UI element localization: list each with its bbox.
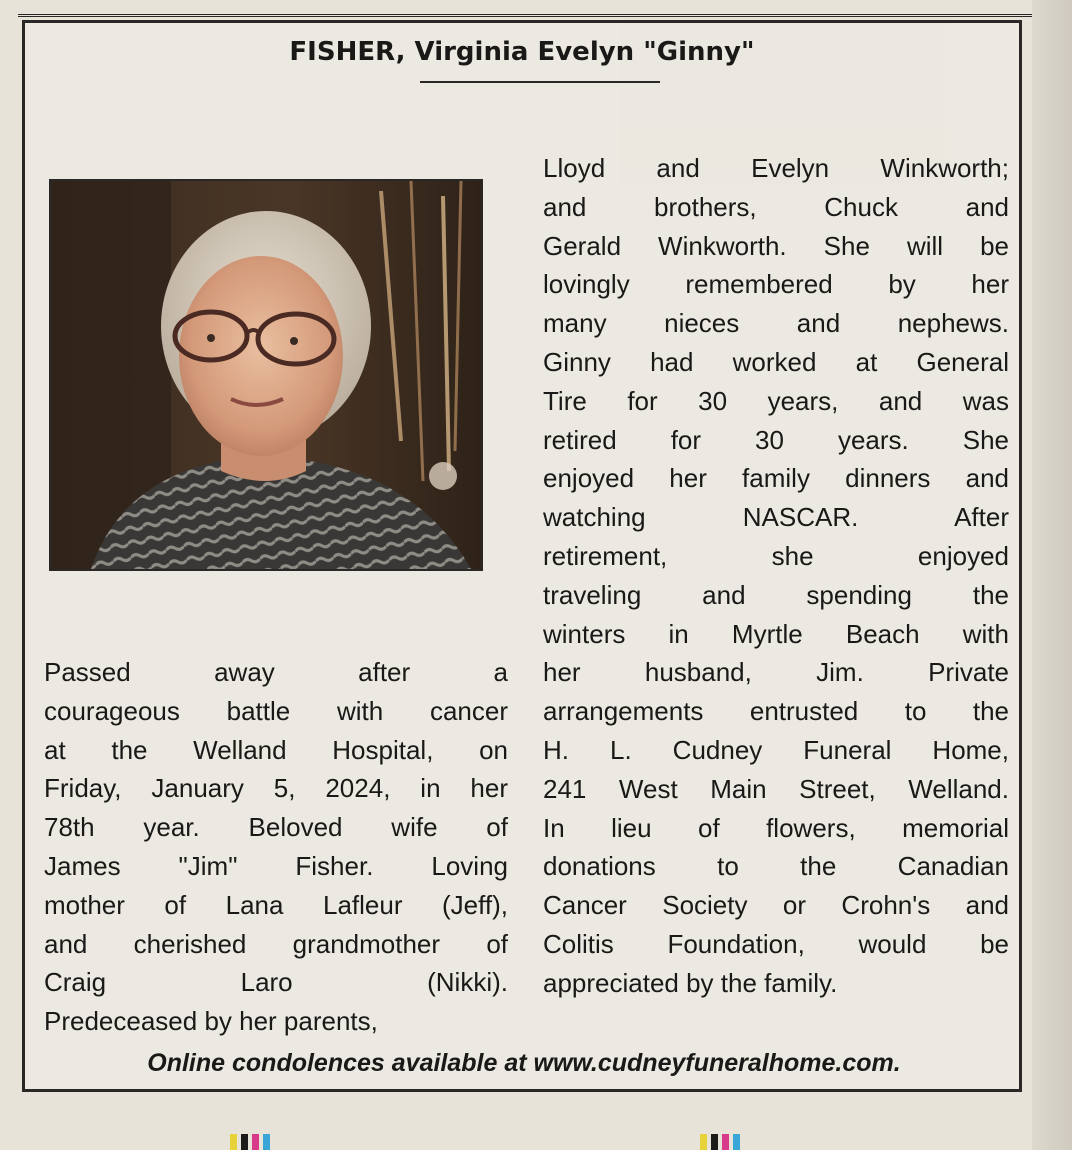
text-line: and cherished grandmother of (44, 928, 508, 959)
text-line: Ginny had worked at General (543, 346, 1009, 377)
page-top-rule (18, 0, 1042, 17)
text-line: Friday, January 5, 2024, in her (44, 773, 508, 804)
text-line: her husband, Jim. Private (543, 657, 1009, 688)
text-line: mother of Lana Lafleur (Jeff), (44, 889, 508, 920)
text-line: many nieces and nephews. (543, 308, 1009, 339)
text-line: retired for 30 years. She (543, 424, 1009, 455)
page-edge (1032, 0, 1072, 1150)
print-registration-marks-2 (700, 1134, 740, 1150)
obituary-text-right (543, 149, 1009, 1003)
text-line: enjoyed her family dinners and (543, 463, 1009, 494)
condolences-footer: Online condolences available at www.cudneyfuneralhome.com. (147, 1049, 901, 1077)
text-line: appreciated by the family. (543, 967, 838, 998)
text-line: H. L. Cudney Funeral Home, (543, 734, 1009, 765)
obituary-text-left (44, 653, 508, 1041)
obituary-title: FISHER, Virginia Evelyn "Ginny" (289, 37, 755, 67)
text-line: retirement, she enjoyed (543, 540, 1009, 571)
text-line: at the Welland Hospital, on (44, 734, 508, 765)
text-line: and brothers, Chuck and (543, 191, 1009, 222)
text-line: Predeceased by her parents, (44, 1006, 378, 1037)
text-line: In lieu of flowers, memorial (543, 812, 1009, 843)
text-line: Cancer Society or Crohn's and (543, 890, 1009, 921)
text-line: lovingly remembered by her (543, 269, 1009, 300)
text-line: watching NASCAR. After (543, 502, 1009, 533)
text-line: arrangements entrusted to the (543, 696, 1009, 727)
text-line: Colitis Foundation, would be (543, 928, 1009, 959)
text-line: Passed away after a (44, 657, 508, 687)
title-underline (420, 81, 660, 83)
text-line: 241 West Main Street, Welland. (543, 773, 1009, 804)
text-line: traveling and spending the (543, 579, 1009, 610)
text-line: Craig Laro (Nikki). (44, 967, 508, 998)
text-line: James "Jim" Fisher. Loving (44, 850, 508, 881)
portrait-photo (49, 179, 483, 571)
text-line: donations to the Canadian (543, 851, 1009, 882)
print-registration-marks (230, 1134, 270, 1150)
text-line: 78th year. Beloved wife of (44, 812, 508, 843)
text-line: Tire for 30 years, and was (543, 385, 1009, 416)
text-line: Lloyd and Evelyn Winkworth; (543, 153, 1009, 183)
text-line: courageous battle with cancer (44, 695, 508, 726)
text-line: Gerald Winkworth. She will be (543, 230, 1009, 261)
text-line: winters in Myrtle Beach with (543, 618, 1009, 649)
obituary-box (22, 20, 1022, 1092)
